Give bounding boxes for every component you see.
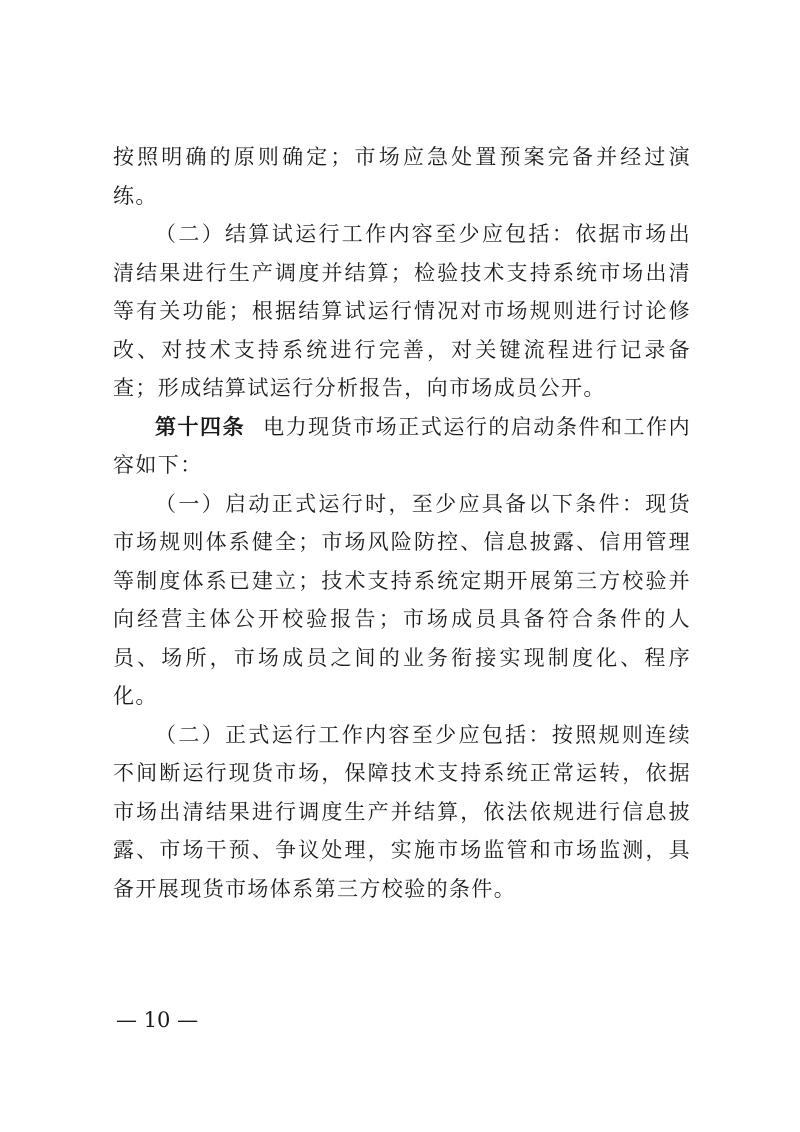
article-number: 第十四条 <box>155 414 246 439</box>
paragraph-text: （一）启动正式运行时，至少应具备以下条件：现货市场规则体系健全；市场风险防控、信息披露、信用管理等制度体系已建立；技术支持系统定期开展第三方校验并向经营主体公开校验报告；市场成员具备符合条件的人员、场所，市场成员之间的业务衔接实现制度化、程序化。 <box>113 491 691 708</box>
paragraph-text: 按照明确的原则确定；市场应急处置预案完备并经过演练。 <box>113 145 691 208</box>
paragraph-text: （二）结算试运行工作内容至少应包括：依据市场出清结果进行生产调度并结算；检验技术支持系统市场出清等有关功能；根据结算试运行情况对市场规则进行讨论修改、对技术支持系统进行完善，对关键流程进行记录备查；形成结算试运行分析报告，向市场成员公开。 <box>113 222 691 400</box>
document-body <box>113 138 691 908</box>
paragraph-settlement-trial <box>113 215 691 408</box>
paragraph-startup-conditions <box>113 485 691 716</box>
page-number: — 10 — <box>116 1008 199 1032</box>
paragraph-article-14 <box>113 408 691 485</box>
paragraph-text: 电力现货市场正式运行的启动条件和工作内容如下： <box>113 414 691 477</box>
paragraph-formal-operation <box>113 716 691 909</box>
paragraph-continuation <box>113 138 691 215</box>
paragraph-text: （二）正式运行工作内容至少应包括：按照规则连续不间断运行现货市场，保障技术支持系统正常运转，依据市场出清结果进行调度生产并结算，依法依规进行信息披露、市场干预、争议处理，实施市场监管和市场监测，具备开展现货市场体系第三方校验的条件。 <box>113 722 691 901</box>
